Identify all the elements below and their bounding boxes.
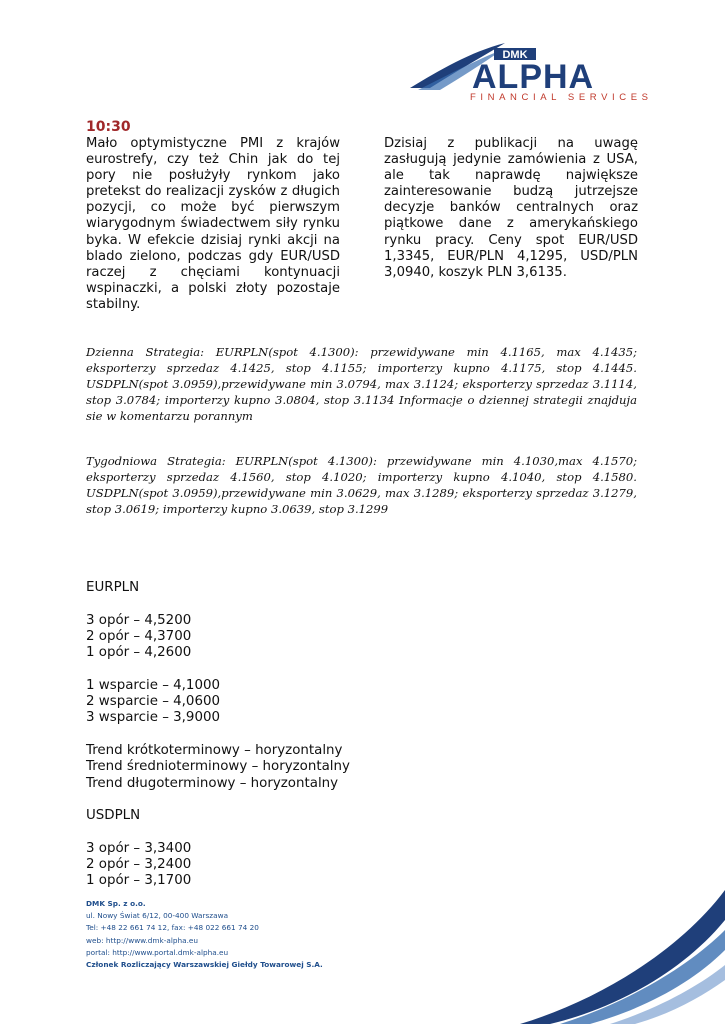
usdpln-resistance-3: 3 opór – 3,3400 — [86, 840, 192, 856]
logo-subtitle: FINANCIAL SERVICES — [470, 92, 653, 103]
eurpln-trend-medium: Trend średnioterminowy – horyzontalny — [86, 759, 350, 775]
logo-text: ALPHA — [472, 58, 595, 96]
eurpln-section — [86, 580, 350, 890]
logo-badge: DMK — [502, 49, 528, 61]
comment-right-paragraph: Dzisiaj z publikacji na uwagę zasługują jedynie zamówienia z USA, ale tak naprawdę największe zainteresowanie budzą jutrzejsze decyzje banków centralnych oraz piątkowe dane z amerykańskiego rynku pracy. Ceny spot EUR/USD 1,3345, EUR/PLN 4,1295, USD/PLN 3,0940, koszyk PLN 3,6135. — [384, 136, 638, 280]
footer-company: DMK Sp. z o.o. — [86, 899, 146, 908]
eurpln-resistance-3: 3 opór – 4,5200 — [86, 612, 192, 628]
eurpln-support-3: 3 wsparcie – 3,9000 — [86, 710, 221, 726]
comment-time: 10:30 — [86, 119, 131, 135]
corner-swoosh-decoration — [520, 880, 725, 1024]
usdpln-title: USDPLN — [86, 808, 141, 824]
footer-portal[interactable]: portal: http://www.portal.dmk-alpha.eu — [86, 947, 229, 957]
usdpln-resistance-1: 1 opór – 3,1700 — [86, 873, 192, 889]
eurpln-title: EURPLN — [86, 580, 140, 595]
comment-left-paragraph: Mało optymistyczne PMI z krajów eurostrefy, czy też Chin jak do tej pory nie posłużyły rynkom jako pretekst do realizacji zysków z długich pozycji, co może być pierwszym wiarygodnym świadectwem siły rynku byka. W efekcie dzisiaj rynki akcji na blado zielono, podczas gdy EUR/USD raczej z chęciami kontynuacji wspinaczki, a polski złoty pozostaje stabilny. — [86, 136, 340, 312]
footer — [86, 898, 323, 971]
footer-member: Członek Rozliczający Warszawskiej Giełdy Towarowej S.A. — [86, 960, 323, 970]
weekly-strategy: Tygodniowa Strategia: EURPLN(spot 4.1300): przewidywane min 4.1030,max 4.1570; eksporterzy sprzedaz 4.1560, stop 4.1020; importerzy kupno 4.1040, stop 4.1580. USDPLN(spot 3.0959),przewidywane min 3.0629, max 3.1289; eksporterzy sprzedaz 3.1279, stop 3.0619; importerzy kupno 3.0639, stop 3.1299 — [86, 454, 637, 517]
daily-strategy: Dzienna Strategia: EURPLN(spot 4.1300): przewidywane min 4.1165, max 4.1435; eksporterzy sprzedaz 4.1425, stop 4.1155; importerzy kupno 4.1175, stop 4.1445. USDPLN(spot 3.0959),przewidywane min 3.0794, max 3.1124; eksporterzy sprzedaz 3.1114, stop 3.0784; importerzy kupno 3.0804, stop 3.1134 Informacje o dziennej strategii znajduja sie w komentarzu porannym — [86, 345, 637, 424]
footer-web[interactable]: web: http://www.dmk-alpha.eu — [86, 935, 199, 945]
footer-phone: Tel: +48 22 661 74 12, fax: +48 022 661 74 20 — [86, 923, 259, 933]
eurpln-trend-long: Trend długoterminowy – horyzontalny — [86, 775, 339, 791]
eurpln-resistance-1: 1 opór – 4,2600 — [86, 645, 192, 661]
footer-address: ul. Nowy Świat 6/12, 00-400 Warszawa — [86, 911, 229, 921]
usdpln-resistance-2: 2 opór – 3,2400 — [86, 857, 192, 873]
eurpln-trend-short: Trend krótkoterminowy – horyzontalny — [86, 742, 343, 758]
eurpln-support-1: 1 wsparcie – 4,1000 — [86, 677, 221, 693]
eurpln-resistance-2: 2 opór – 4,3700 — [86, 628, 192, 644]
eurpln-support-2: 2 wsparcie – 4,0600 — [86, 694, 221, 710]
